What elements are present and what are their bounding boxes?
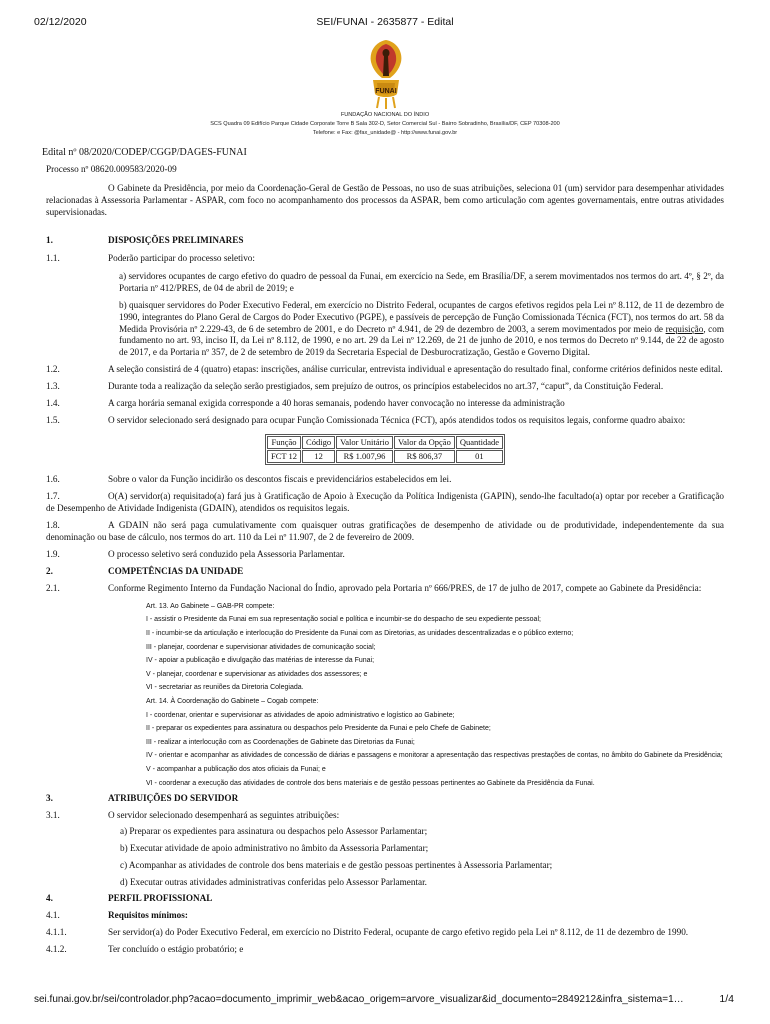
quote-line: Art. 14. À Coordenação do Gabinete – Cogab compete: bbox=[146, 697, 319, 705]
table-header-cell: Função bbox=[267, 436, 301, 449]
print-date: 02/12/2020 bbox=[34, 16, 87, 28]
quote-line: IV - apoiar a publicação e divulgação das matérias de interesse da Funai; bbox=[146, 657, 375, 665]
print-header bbox=[0, 16, 770, 30]
table-cell: 12 bbox=[302, 450, 335, 463]
table-header-cell: Valor da Opção bbox=[394, 436, 455, 449]
section-1-7: 1.7. O(A) servidor(a) requisitado(a) fará jus à Gratificação de Apoio à Execução da Política Indigenista (GAPIN), sendo-lhe facultado(a) optar por receber a Gratificação de Desempenho de Atividade Indigenista (GDAIN), atendidos os requisitos legais. bbox=[46, 491, 724, 514]
quote-line: I - coordenar, orientar e supervisionar as atividades de apoio administrativo e logístico ao Gabinete; bbox=[146, 711, 455, 719]
table-row bbox=[267, 450, 503, 463]
table-cell: FCT 12 bbox=[267, 450, 301, 463]
table-cell: R$ 806,37 bbox=[394, 450, 455, 463]
document-body bbox=[42, 146, 724, 956]
quote-line: II - incumbir-se da articulação e interlocução do Presidente da Funai com as Diretorias, as unidades descentralizadas e o público externo; bbox=[146, 630, 574, 638]
section-1-1-a: a) servidores ocupantes de cargo efetivo do quadro de pessoal da Funai, em exercício na Sede, em Brasília/DF, a serem movimentados nos termos do art. 4º, § 2º, da Portaria nº 412/PRES, de 04 de abril de 2019; e bbox=[119, 270, 724, 293]
print-footer bbox=[0, 993, 770, 1007]
section-1-2: 1.2. A seleção consistirá de 4 (quatro) etapas: inscrições, análise curricular, entrevista individual e apresentação do resultado final, conforme critérios definidos neste edital. bbox=[46, 364, 723, 375]
table-header-cell: Código bbox=[302, 436, 335, 449]
regimento-quote bbox=[46, 602, 724, 789]
section-3-1: 3.1. O servidor selecionado desempenhará as seguintes atribuições: bbox=[46, 809, 340, 820]
section-4-1-2: 4.1.2. Ter concluído o estágio probatório; e bbox=[46, 944, 244, 955]
section-4-1-1: 4.1.1. Ser servidor(a) do Poder Executivo Federal, em exercício no Distrito Federal, ocupante de cargo efetivo regido pela Lei nº 8.112, de 11 de dezembro de 1990. bbox=[46, 927, 689, 938]
page-number: 1/4 bbox=[719, 993, 734, 1005]
table-header-cell: Quantidade bbox=[456, 436, 503, 449]
section-1-3: 1.3. Durante toda a realização da seleção serão prestigiados, sem prejuízo de outros, os princípios estabelecidos no art.37, “caput”, da Constituição Federal. bbox=[46, 381, 664, 392]
section-1-8: 1.8. A GDAIN não será paga cumulativamente com quaisquer outras gratificações de desempenho de atividade ou de produtividade, independentemente da sua denominação ou base de cálculo, nos termos do art. 110 da Lei nº 11.907, de 2 de fevereiro de 2009. bbox=[46, 520, 724, 543]
quote-line: I - assistir o Presidente da Funai em sua representação social e política e incumbir-se do despacho de seu expediente pessoal; bbox=[146, 616, 541, 624]
list-item: a) Preparar os expedientes para assinatura ou despachos pelo Assessor Parlamentar; bbox=[120, 826, 428, 837]
section-2-1: 2.1. Conforme Regimento Interno da Fundação Nacional do Índio, aprovado pela Portaria nº 666/PRES, de 17 de julho de 2017, compete ao Gabinete da Presidência: bbox=[46, 582, 702, 593]
requisicao-link[interactable]: requisição bbox=[665, 323, 704, 334]
org-address: SCS Quadra 09 Edifício Parque Cidade Corporate Torre B Sala 302-D, Setor Comercial Sul - Bairro Sobradinho, Brasília/DF, CEP 70308-200 bbox=[210, 121, 560, 127]
list-item: b) Executar atividade de apoio administrativo no âmbito da Assessoria Parlamentar; bbox=[120, 843, 429, 854]
quote-line: IV - orientar e acompanhar as atividades de concessão de diárias e passagens e monitorar a apresentação das respectivas prestações de contas, no âmbito do Gabinete da Presidência; bbox=[146, 752, 723, 760]
list-item: c) Acompanhar as atividades de controle dos bens materiais e de gestão pessoas pertinentes à Assessoria Parlamentar; bbox=[120, 860, 553, 871]
quote-line: Art. 13. Ao Gabinete – GAB-PR compete: bbox=[146, 602, 275, 610]
section-1-heading: 1. DISPOSIÇÕES PRELIMINARES bbox=[46, 234, 244, 245]
processo-number: Processo nº 08620.009583/2020-09 bbox=[46, 164, 177, 174]
section-4-heading: 4. PERFIL PROFISSIONAL bbox=[46, 893, 213, 904]
section-2-heading: 2. COMPETÊNCIAS DA UNIDADE bbox=[46, 565, 244, 576]
quote-line: II - preparar os expedientes para assinatura ou despachos pelo Presidente da Funai e pelo Chefe de Gabinete; bbox=[146, 725, 491, 733]
quote-line: III - planejar, coordenar e supervisionar atividades de comunicação social; bbox=[146, 643, 376, 651]
table-header-cell: Valor Unitário bbox=[336, 436, 393, 449]
section-1-1-b: b) quaisquer servidores do Poder Executivo Federal, em exercício no Distrito Federal, ocupantes de cargos efetivos regidos pela Lei nº 8.112, de 11 de dezembro de 1990, integrantes do Plano Geral de Cargos do Poder Executivo (PGPE), e passíveis de percepção de Função Comissionada Técnica (FCT), nos termos do art. 58 da Medida Provisória nº 2.229-43, de 6 de setembro de 2001, e do Decreto nº 4.941, de 29 de dezembro de 2003, a serem movimentados por meio de requisição, com fundamento no art. 93, inciso II, da Lei nº 8.112, de 1990, e no art. 29 da Lei nº 12.269, de 21 de junho de 2010, e nos termos do Decreto nº 9.144, de 22 de agosto de 2017, e da Portaria nº 357, de 2 de setembro de 2019 da Secretaria Especial de Desburocratização, Gestão e Governo Digital. bbox=[119, 299, 724, 358]
org-name: FUNDAÇÃO NACIONAL DO ÍNDIO bbox=[340, 112, 430, 118]
section-1-5: 1.5. O servidor selecionado será designado para ocupar Função Comissionada Técnica (FCT), após atendidos todos os requisitos legais, conforme quadro abaixo: bbox=[46, 415, 686, 426]
org-contact: Telefone: e Fax: @fax_unidade@ - http://www.funai.gov.br bbox=[312, 130, 458, 136]
table-cell: R$ 1.007,96 bbox=[336, 450, 393, 463]
quote-line: VI - secretariar as reuniões da Diretoria Colegiada. bbox=[146, 684, 304, 692]
intro-paragraph: O Gabinete da Presidência, por meio da Coordenação-Geral de Gestão de Pessoas, no uso de suas atribuições, seleciona 01 (um) servidor para desempenhar atividades relacionadas à Assessoria Parlamentar - ASPAR, com foco no acompanhamento dos processos da ASPAR, bem como articulação com agentes governamentais, entre outras atividades supervisionadas. bbox=[46, 182, 724, 217]
fct-table bbox=[265, 434, 505, 465]
section-4-1: 4.1. Requisitos mínimos: bbox=[46, 910, 188, 921]
edital-number: Edital nº 08/2020/CODEP/CGGP/DAGES-FUNAI bbox=[42, 147, 247, 158]
section-1-6: 1.6. Sobre o valor da Função incidirão os descontos fiscais e previdenciários estabelecidos em lei. bbox=[46, 474, 452, 485]
print-doc-title: SEI/FUNAI - 2635877 - Edital bbox=[316, 16, 454, 28]
quote-line: V - planejar, coordenar e supervisionar as atividades dos assessores; e bbox=[146, 670, 368, 678]
fct-table-header bbox=[267, 436, 503, 449]
section-1-1: 1.1. Poderão participar do processo seletivo: bbox=[46, 252, 255, 263]
list-item: d) Executar outras atividades administrativas conferidas pelo Assessor Parlamentar. bbox=[120, 877, 427, 888]
section-1-9: 1.9. O processo seletivo será conduzido pela Assessoria Parlamentar. bbox=[46, 548, 345, 559]
quote-line: V - acompanhar a publicação dos atos oficiais da Funai; e bbox=[146, 765, 326, 773]
footer-url: sei.funai.gov.br/sei/controlador.php?acao=documento_imprimir_web&acao_origem=arvore_visualizar&id_documento=2849212&infra_sistema=1… bbox=[34, 994, 684, 1005]
quote-line: VI - coordenar a execução das atividades de controle dos bens materiais e de gestão pessoas pertinentes ao Gabinete da Presidência da Funai. bbox=[146, 779, 595, 787]
funai-seal-icon bbox=[363, 38, 409, 110]
quote-line: III - realizar a interlocução com as Coordenações de Gabinete das Diretorias da Funai; bbox=[146, 738, 415, 746]
logo-text: FUNAI bbox=[375, 88, 397, 95]
section-1-4: 1.4. A carga horária semanal exigida corresponde a 40 horas semanais, podendo haver convocação no interesse da administração bbox=[46, 398, 565, 409]
table-cell: 01 bbox=[456, 450, 503, 463]
organization-header bbox=[0, 111, 770, 138]
section-3-heading: 3. ATRIBUIÇÕES DO SERVIDOR bbox=[46, 792, 239, 803]
